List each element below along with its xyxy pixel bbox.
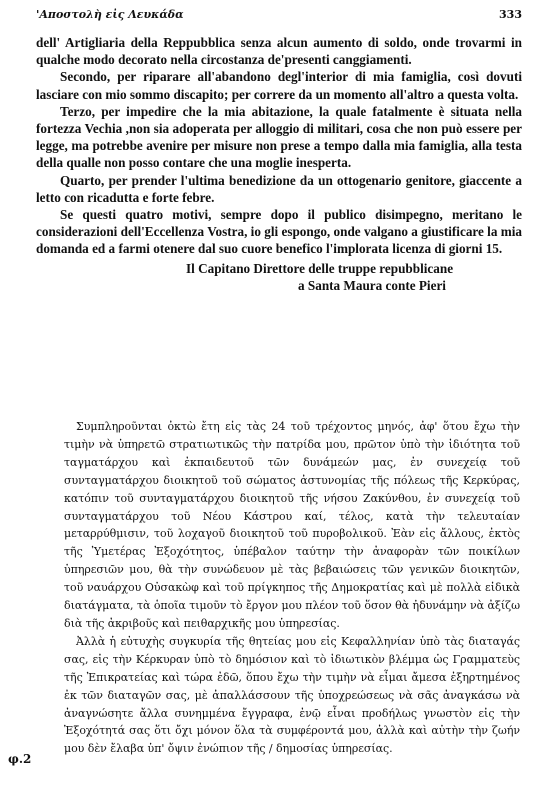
italian-paragraph-3: Terzo, per impedire che la mia abitazione, la quale fatalmente è situata nella fortezza Vechia ,non sia adoperata per alloggio di militari, cosa che non può essere per legge, ma potrebbe avenire per misure non prese a tempo dalla mia famiglia, alla testa della qualle non posso contare che una moglie inesperta. (36, 103, 522, 171)
page-header (36, 8, 522, 26)
running-title: 'Αποστολὴ εἰς Λευκάδα (36, 8, 184, 21)
italian-paragraph-1: dell' Artigliaria della Reppubblica senza alcun aumento di soldo, onde trovarmi in qualche modo decorato nella circostanza de'presenti canggiamenti. (36, 35, 522, 68)
page-number: 333 (499, 8, 522, 21)
signature-line-1: Il Capitano Direttore delle truppe repubblicane (186, 260, 454, 276)
greek-paragraph-2: Ἀλλὰ ἡ εὐτυχὴς συγκυρία τῆς θητείας μου εἰς Κεφαλληνίαν ὑπὸ τὰς διαταγάς σας, εἰς τὴν Κέρκυραν ὑπὸ τὸ δημόσιον καὶ τὸ ἰδιωτικὸν βλέμμα ὡς Γραμματεὺς τῆς Ἐπικρατείας καὶ τώρα ἐδῶ, ὅπου ἔχω τὴν τιμὴν νὰ εἶμαι ἄμεσα ἐξηρτημένος ἐκ τῶν διαταγῶν σας, μὲ ἀπαλλάσσουν τῆς ὑποχρεώσεως νὰ σᾶς ἀναγκάσω νὰ ἀναγνώσητε ἄλλα συνημμένα ἔγγραφα, ἐνῷ εἶναι προδήλως γνωστὸν εἰς τὴν Ἐξοχότητά σας ὅτι ὄχι μόνον ὅλα τὰ συμφέροντά μου, ἀλλὰ καὶ αὐτὴν τὴν ζωήν μου δὲν ἔλαβα ὑπ' ὄψιν ἐνώπιον τῆς / δημοσίας ὑπηρεσίας. (64, 634, 520, 756)
margin-folio-note: φ.2 (8, 752, 32, 766)
signature-block (36, 260, 522, 295)
italian-paragraph-2: Secondo, per riparare all'abandono degl'interior di mia famiglia, così dovuti lasciare con mio sommo discapito; per correre da un momento all'altro a questa volta. (36, 69, 522, 102)
italian-paragraph-5: Se questi quatro motivi, sempre dopo il publico disimpegno, meritano le considerazioni dell'Eccellenza Vostra, io gli espongo, onde valgano a giustificare la mia domanda ed a farmi otenere dal suo cuore benefico l'implorata licenza di giorni 15. (36, 207, 522, 257)
signature-line-2: a Santa Maura conte Pieri (298, 278, 446, 294)
italian-paragraph-4: Quarto, per prender l'ultima benedizione da un ottogenario genitore, giaccente a letto con ricadutta e forte febre. (36, 172, 522, 205)
greek-translation (64, 418, 520, 758)
italian-letter (36, 34, 522, 294)
greek-paragraph-1: Συμπληροῦνται ὀκτὼ ἔτη εἰς τὰς 24 τοῦ τρέχοντος μηνός, ἀφ' ὅτου ἔχω τὴν τιμὴν νὰ ὑπηρετῶ στρατιωτικῶς τὴν πατρίδα μου, πρῶτον ὑπὸ τὴν ἰδιότητα τοῦ ταγματάρχου καὶ ἐκπαιδευτοῦ τῶν δυνάμεών μας, ἐν συνεχείᾳ τοῦ συνταγματάρχου διοικητοῦ τοῦ σώματος ἀστυνομίας τῆς πόλεως τῆς Κερκύρας, κατόπιν τοῦ συνταγματάρχου διοικητοῦ τῆς νήσου Ζακύνθου, ἐν συνεχείᾳ τοῦ συνταγματάρχου τοῦ Νέου Κάστρου καί, τέλος, κατὰ τὴν τελευταίαν μεταρρύθμισιν, τοῦ λοχαγοῦ διοικητοῦ τοῦ πυροβολικοῦ. Ἐὰν εἰς ἄλλους, ἐκτὸς τῆς Ὑμετέρας Ἐξοχότητος, ὑπέβαλον ταύτην τὴν ἀναφορὰν τῶν ποικίλων ὑπηρεσιῶν μου, θὰ τὴν συνώδευον μὲ τὰς βεβαιώσεις τῶν γενικῶν διοικητῶν, τοῦ ναυάρχου Οὐσακὼφ καὶ τοῦ πρίγκηπος τῆς Δημοκρατίας καὶ μὲ πολλὰ εἰδικὰ διατάγματα, τὰ ὁποῖα τιμοῦν τὸ ἔργον μου πλέον τοῦ ὅσον θὰ ἠδυνάμην νὰ ἀξίζω διὰ τῆς ἀκριβοῦς καὶ πειθαρχικῆς μου ὑπηρεσίας. (64, 420, 520, 630)
